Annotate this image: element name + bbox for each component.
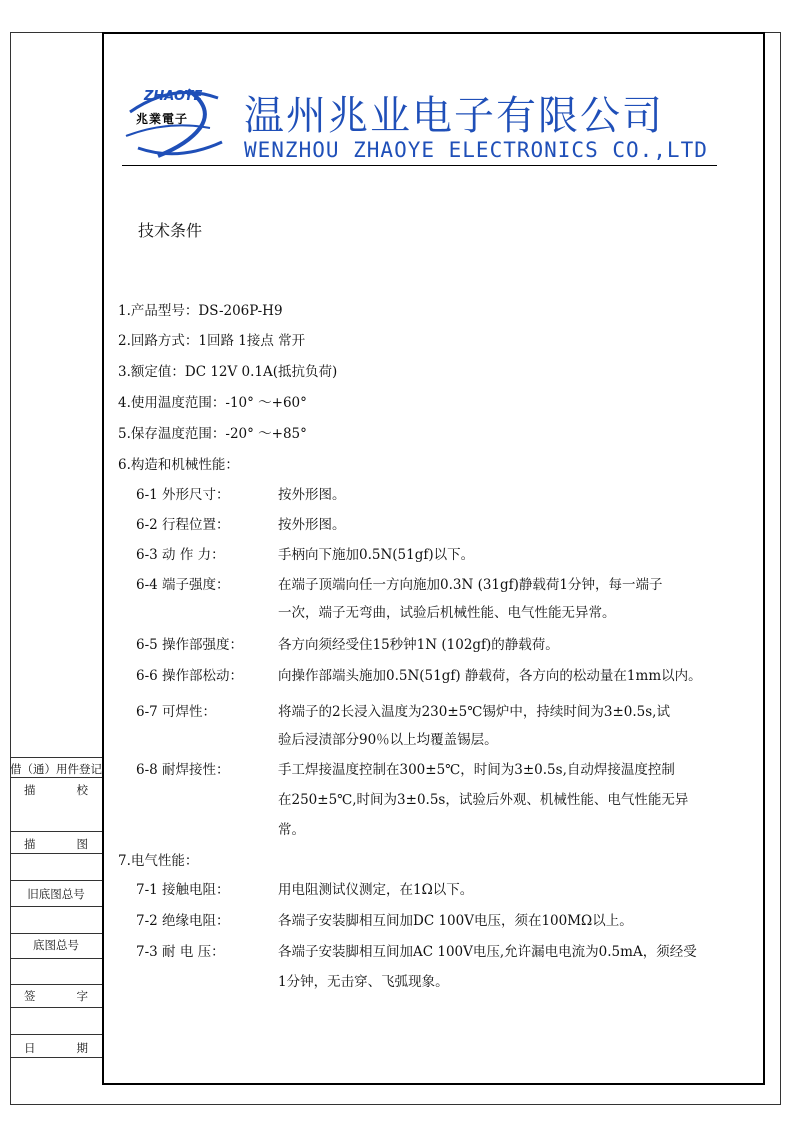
spec-circuit: 2.回路方式：1回路 1接点 常开	[118, 333, 306, 349]
spec-6-8-value-line1: 手工焊接温度控制在300±5℃，时间为3±0.5s,自动焊接温度控制	[278, 762, 675, 778]
spec-operating-temp: 4.使用温度范围：-10° ～+60°	[118, 395, 307, 411]
spec-6-7-label: 6-7 可焊性：	[136, 704, 217, 720]
company-name-en: WENZHOU ZHAOYE ELECTRONICS CO.,LTD	[244, 138, 708, 162]
spec-6-4-value-line2: 一次，端子无弯曲，试验后机械性能、电气性能无异常。	[278, 605, 616, 621]
spec-6-3-label: 6-3 动 作 力：	[136, 547, 225, 563]
spec-6-7-value-line1: 将端子的2长浸入温度为230±5℃锡炉中，持续时间为3±0.5s,试	[278, 704, 670, 720]
company-name-cn: 温州兆业电子有限公司	[244, 93, 664, 139]
register-row	[10, 831, 102, 853]
spec-rating: 3.额定值：DC 12V 0.1A(抵抗负荷)	[118, 364, 338, 380]
spec-6-8-value-line2: 在250±5℃,时间为3±0.5s，试验后外观、机械性能、电气性能无异	[278, 792, 689, 808]
spec-6-1-value: 按外形图。	[278, 487, 346, 503]
register-row	[10, 933, 102, 958]
spec-7-3-label: 7-3 耐 电 压：	[136, 944, 225, 960]
spec-7-1-value: 用电阻测试仪测定，在1Ω以下。	[278, 882, 474, 898]
spec-section-electrical: 7.电气性能：	[118, 853, 199, 869]
register-label-signature: 签 字	[24, 989, 88, 1003]
spec-6-8-value-line3: 常。	[278, 822, 305, 838]
spec-6-4-label: 6-4 端子强度：	[136, 577, 230, 593]
register-row	[10, 984, 102, 1007]
register-label-trace-check: 描 校	[24, 783, 88, 797]
spec-6-8-label: 6-8 耐焊接性：	[136, 762, 230, 778]
document-title: 技术条件	[138, 221, 203, 240]
register-row	[10, 777, 102, 831]
spec-6-6-value: 向操作部端头施加0.5N(51gf) 静载荷，各方向的松动量在1mm以内。	[278, 668, 702, 684]
spec-7-3-value-line1: 各端子安装脚相互间加AC 100V电压,允许漏电电流为0.5mA，须经受	[278, 944, 697, 960]
logo-text: 兆業電子	[136, 112, 189, 126]
spec-6-7-value-line2: 验后浸渍部分90％以上均覆盖锡层。	[278, 732, 498, 748]
register-row	[10, 853, 102, 880]
register-row	[10, 958, 102, 984]
register-label-borrowed: 借（通）用件登记	[10, 762, 102, 776]
spec-7-1-label: 7-1 接触电阻：	[136, 882, 230, 898]
spec-model: 1.产品型号：DS-206P-H9	[118, 303, 283, 319]
company-logo	[118, 84, 228, 164]
spec-6-4-value-line1: 在端子顶端向任一方向施加0.3N (31gf)静载荷1分钟，每一端子	[278, 577, 663, 593]
spec-6-5-value: 各方向须经受住15秒钟1N (102gf)的静载荷。	[278, 637, 559, 653]
spec-storage-temp: 5.保存温度范围：-20° ～+85°	[118, 426, 307, 442]
spec-7-3-value-line2: 1分钟，无击穿、飞弧现象。	[278, 974, 449, 990]
spec-6-1-label: 6-1 外形尺寸：	[136, 487, 230, 503]
logo-brand: ZHAOYE	[144, 89, 203, 104]
spec-7-2-label: 7-2 绝缘电阻：	[136, 913, 230, 929]
register-row	[10, 1057, 102, 1085]
register-row	[10, 1007, 102, 1034]
spec-section-mechanical: 6.构造和机械性能：	[118, 457, 239, 473]
header-rule	[122, 165, 717, 166]
spec-6-5-label: 6-5 操作部强度：	[136, 637, 244, 653]
spec-6-6-label: 6-6 操作部松动：	[136, 668, 244, 684]
register-row	[10, 1034, 102, 1057]
register-label-date: 日 期	[24, 1041, 88, 1055]
register-label-old-base-number: 旧底图总号	[27, 887, 85, 901]
register-label-base-number: 底图总号	[33, 938, 79, 952]
register-label-trace-drawing: 描 图	[24, 837, 88, 851]
register-row	[10, 757, 102, 777]
spec-6-2-value: 按外形图。	[278, 517, 346, 533]
spec-6-2-label: 6-2 行程位置：	[136, 517, 230, 533]
spec-6-3-value: 手柄向下施加0.5N(51gf)以下。	[278, 547, 475, 563]
register-row	[10, 880, 102, 906]
register-row	[10, 906, 102, 933]
drawing-register-table	[10, 757, 102, 1085]
spec-7-2-value: 各端子安装脚相互间加DC 100V电压，须在100MΩ以上。	[278, 913, 633, 929]
